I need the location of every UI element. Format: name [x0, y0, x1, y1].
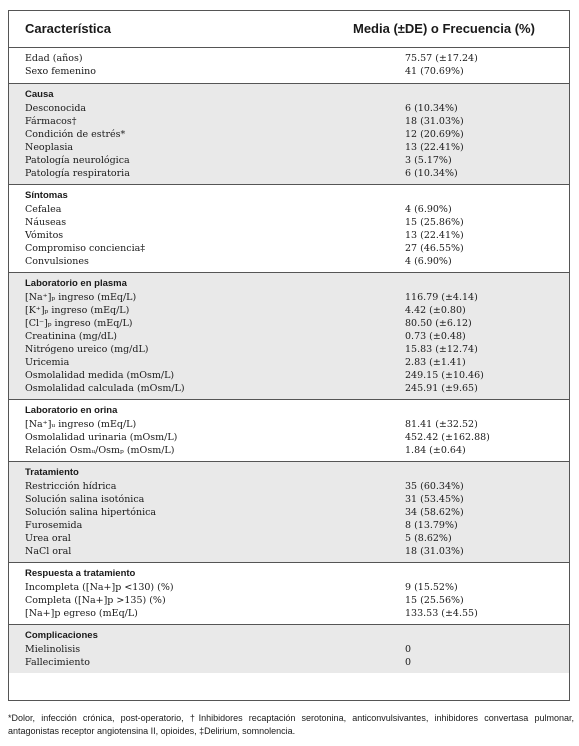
- row-value: 31 (53.45%): [405, 494, 464, 505]
- table-row: [9, 317, 569, 330]
- row-label: Uricemia: [25, 357, 70, 368]
- row-value: 116.79 (±4.14): [405, 292, 478, 303]
- table-row: [9, 216, 569, 229]
- row-value: 13 (22.41%): [405, 142, 464, 153]
- header-value: Media (±DE) o Frecuencia (%): [353, 21, 535, 36]
- table-row: [9, 581, 569, 594]
- table-section: [9, 461, 569, 562]
- row-label: [Na⁺]ᵤ ingreso (mEq/L): [25, 419, 137, 430]
- row-label: [Cl⁻]ₚ ingreso (mEq/L): [25, 318, 133, 329]
- row-value: 2.83 (±1.41): [405, 357, 466, 368]
- table-row: [9, 594, 569, 607]
- table-row: [9, 343, 569, 356]
- table-row: [9, 229, 569, 242]
- row-value: 15 (25.86%): [405, 217, 464, 228]
- row-value: 27 (46.55%): [405, 243, 464, 254]
- row-label: Patología respiratoria: [25, 168, 130, 179]
- row-label: Creatinina (mg/dL): [25, 331, 118, 342]
- table-row: [9, 65, 569, 78]
- table-row: [9, 431, 569, 444]
- table-row: [9, 532, 569, 545]
- table-row: [9, 545, 569, 558]
- row-value: 18 (31.03%): [405, 546, 464, 557]
- row-value: 4 (6.90%): [405, 204, 452, 215]
- row-value: 80.50 (±6.12): [405, 318, 472, 329]
- row-label: Convulsiones: [25, 256, 89, 267]
- row-label: Edad (años): [25, 53, 83, 64]
- row-value: 12 (20.69%): [405, 129, 464, 140]
- table-row: [9, 242, 569, 255]
- row-value: 4 (6.90%): [405, 256, 452, 267]
- row-label: NaCl oral: [25, 546, 72, 557]
- row-value: 15.83 (±12.74): [405, 344, 478, 355]
- row-value: 6 (10.34%): [405, 168, 458, 179]
- footnote: *Dolor, infección crónica, post-operatorio, †Inhibidores recaptación serotonina, anticonvulsivantes, inhibidores convertasa pulmonar, antagonistas receptor angiotensina II, opioides, ‡Delirium, somnolencia.: [8, 713, 574, 736]
- table-row: [9, 519, 569, 532]
- row-value: 133.53 (±4.55): [405, 608, 478, 619]
- row-label: Vómitos: [25, 230, 64, 241]
- table-row: [9, 167, 569, 180]
- header-characteristic: Característica: [25, 21, 111, 36]
- row-label: Osmolalidad urinaria (mOsm/L): [25, 432, 178, 443]
- row-value: 1.84 (±0.64): [405, 445, 466, 456]
- table-row: [9, 369, 569, 382]
- table-section: [9, 184, 569, 272]
- table-row: [9, 643, 569, 656]
- row-label: Relación Osmᵤ/Osmₚ (mOsm/L): [25, 445, 175, 456]
- table-row: [9, 154, 569, 167]
- table-row: [9, 52, 569, 65]
- row-label: Mielinolisis: [25, 644, 81, 655]
- row-label: Completa ([Na+]p >135) (%): [25, 595, 166, 606]
- row-value: 3 (5.17%): [405, 155, 452, 166]
- row-label: Osmolalidad medida (mOsm/L): [25, 370, 175, 381]
- table-section: [9, 272, 569, 399]
- row-value: 0.73 (±0.48): [405, 331, 466, 342]
- table-row: [9, 128, 569, 141]
- row-label: Nitrógeno ureico (mg/dL): [25, 344, 149, 355]
- table-row: [9, 444, 569, 457]
- row-value: 35 (60.34%): [405, 481, 464, 492]
- row-label: Solución salina hipertónica: [25, 507, 157, 518]
- row-label: Restricción hídrica: [25, 481, 117, 492]
- row-value: 6 (10.34%): [405, 103, 458, 114]
- row-label: Fallecimiento: [25, 657, 90, 668]
- table-row: [9, 480, 569, 493]
- table-row: [9, 141, 569, 154]
- table-header: [9, 11, 569, 48]
- table-section: [9, 562, 569, 624]
- section-title: Tratamiento: [25, 467, 79, 478]
- row-label: Osmolalidad calculada (mOsm/L): [25, 383, 185, 394]
- row-label: Solución salina isotónica: [25, 494, 145, 505]
- table-row: [9, 656, 569, 669]
- row-value: 4.42 (±0.80): [405, 305, 466, 316]
- table-row: [9, 382, 569, 395]
- results-table: [8, 10, 570, 701]
- row-label: Compromiso conciencia‡: [25, 243, 146, 254]
- row-label: Náuseas: [25, 217, 67, 228]
- table-section: [9, 83, 569, 184]
- table-row: [9, 291, 569, 304]
- table-row: [9, 330, 569, 343]
- table-section: [9, 399, 569, 461]
- section-title: Síntomas: [25, 190, 68, 201]
- row-label: Cefalea: [25, 204, 62, 215]
- table-row: [9, 115, 569, 128]
- section-title: Causa: [25, 89, 54, 100]
- row-label: [Na+]p egreso (mEq/L): [25, 608, 138, 619]
- row-value: 0: [405, 644, 412, 655]
- row-value: 15 (25.56%): [405, 595, 464, 606]
- row-label: Furosemida: [25, 520, 83, 531]
- row-label: Incompleta ([Na+]p <130) (%): [25, 582, 174, 593]
- section-title: Laboratorio en orina: [25, 405, 118, 416]
- table-section: [9, 624, 569, 673]
- row-label: [Na⁺]ₚ ingreso (mEq/L): [25, 292, 137, 303]
- row-value: 5 (8.62%): [405, 533, 452, 544]
- row-label: Urea oral: [25, 533, 71, 544]
- row-value: 75.57 (±17.24): [405, 53, 478, 64]
- section-title: Laboratorio en plasma: [25, 278, 127, 289]
- row-label: Patología neurológica: [25, 155, 130, 166]
- row-value: 41 (70.69%): [405, 66, 464, 77]
- row-value: 18 (31.03%): [405, 116, 464, 127]
- row-value: 249.15 (±10.46): [405, 370, 484, 381]
- table-row: [9, 418, 569, 431]
- row-label: [K⁺]ₚ ingreso (mEq/L): [25, 305, 130, 316]
- row-value: 13 (22.41%): [405, 230, 464, 241]
- row-value: 34 (58.62%): [405, 507, 464, 518]
- table-row: [9, 607, 569, 620]
- table-row: [9, 493, 569, 506]
- table-section: [9, 47, 569, 83]
- row-label: Neoplasia: [25, 142, 74, 153]
- table-row: [9, 304, 569, 317]
- row-value: 0: [405, 657, 412, 668]
- table-row: [9, 102, 569, 115]
- row-value: 9 (15.52%): [405, 582, 458, 593]
- row-value: 8 (13.79%): [405, 520, 458, 531]
- section-title: Complicaciones: [25, 630, 98, 641]
- row-value: 81.41 (±32.52): [405, 419, 478, 430]
- row-label: Fármacos†: [25, 116, 77, 127]
- row-label: Sexo femenino: [25, 66, 96, 77]
- row-label: Condición de estrés*: [25, 129, 126, 140]
- section-title: Respuesta a tratamiento: [25, 568, 136, 579]
- table-row: [9, 203, 569, 216]
- table-row: [9, 255, 569, 268]
- table-row: [9, 506, 569, 519]
- row-value: 452.42 (±162.88): [405, 432, 490, 443]
- row-label: Desconocida: [25, 103, 87, 114]
- table-row: [9, 356, 569, 369]
- row-value: 245.91 (±9.65): [405, 383, 478, 394]
